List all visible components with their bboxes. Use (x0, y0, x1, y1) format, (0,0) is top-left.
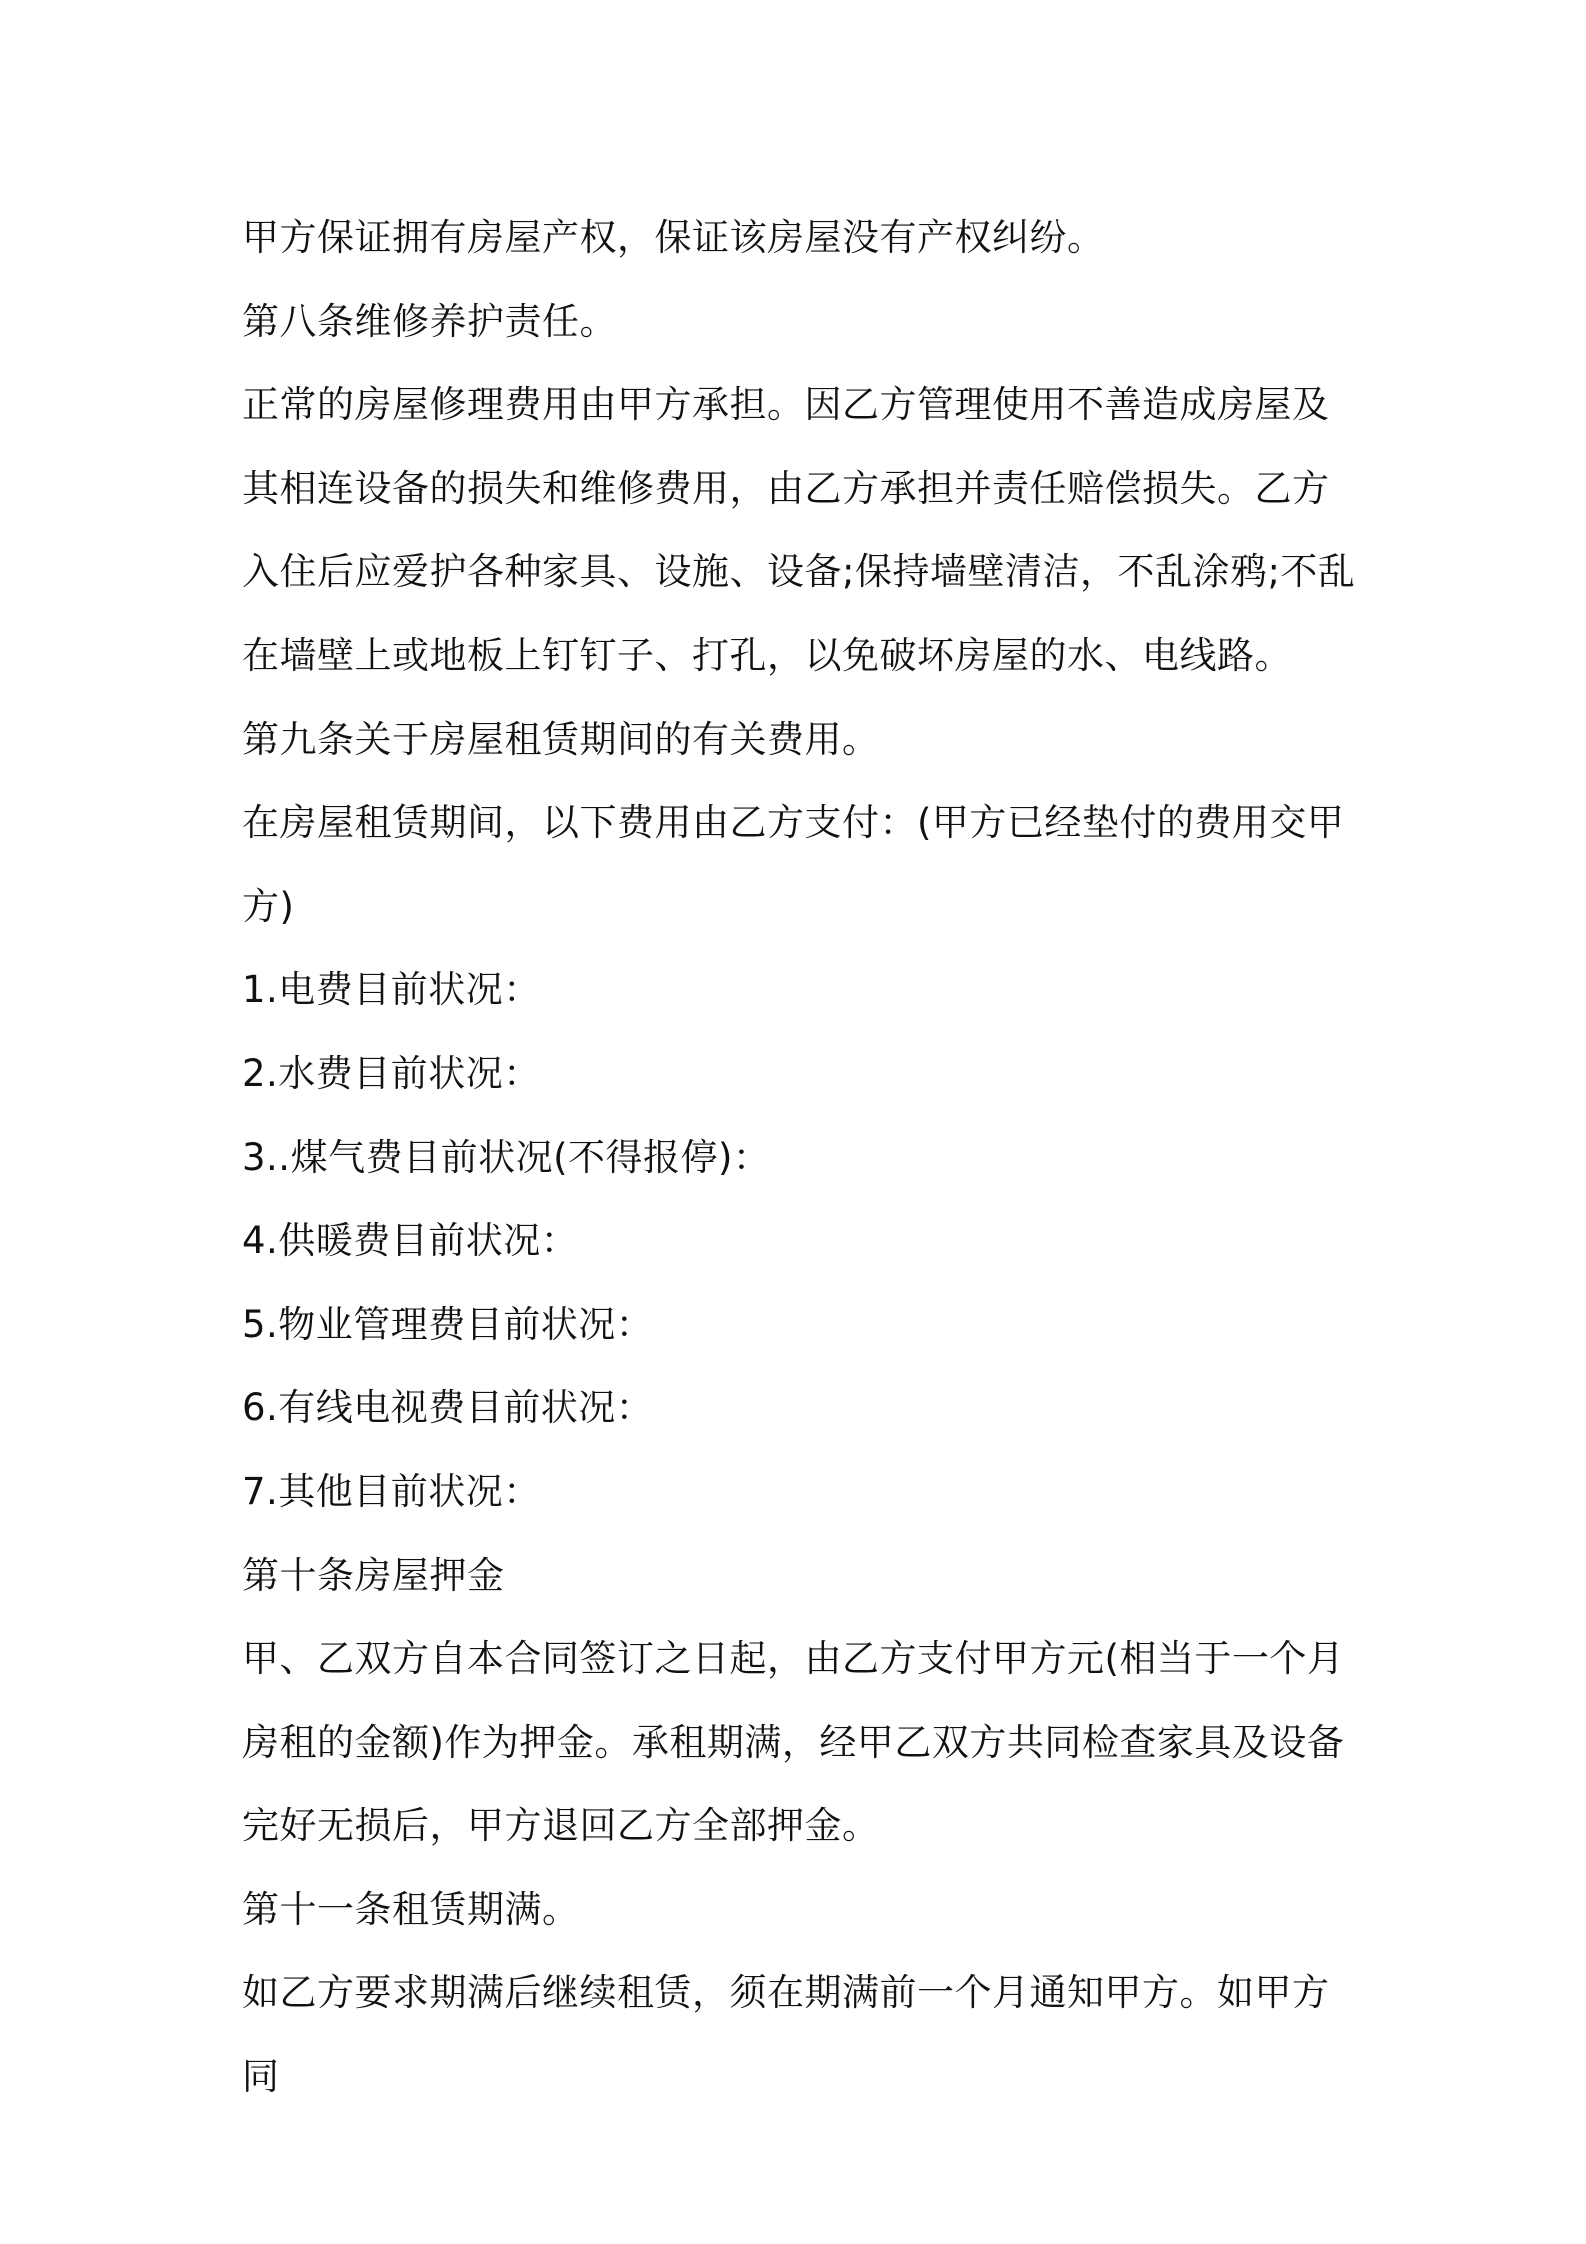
list-item-property-management: 5.物业管理费目前状况： (242, 1302, 654, 1346)
list-item-heating: 4.供暖费目前状况： (242, 1219, 579, 1263)
heading-article-9: 第九条关于房屋租赁期间的有关费用。 (242, 717, 880, 761)
paragraph-deposit: 甲、乙双方自本合同签订之日起，由乙方支付甲方元(相当于一个月房租的金额)作为押金。承租期满，经甲乙双方共同检查家具及设备完好无损后，甲方退回乙方全部押金。 (242, 1637, 1345, 1848)
paragraph-lease-expiry: 如乙方要求期满后继续租赁，须在期满前一个月通知甲方。如甲方同 (242, 1971, 1330, 2099)
list-item-electricity: 1.电费目前状况： (242, 968, 541, 1012)
heading-article-11: 第十一条租赁期满。 (242, 1887, 580, 1931)
list-item-other: 7.其他目前状况： (242, 1469, 541, 1513)
list-item-gas: 3..煤气费目前状况(不得报停)： (242, 1135, 771, 1179)
list-item-water: 2.水费目前状况： (242, 1051, 541, 1095)
heading-article-8: 第八条维修养护责任。 (242, 299, 617, 343)
paragraph-fees-intro: 在房屋租赁期间，以下费用由乙方支付：(甲方已经垫付的费用交甲方) (242, 801, 1345, 928)
list-item-cable-tv: 6.有线电视费目前状况： (242, 1386, 654, 1430)
document-body (242, 196, 1362, 2119)
paragraph-maintenance: 正常的房屋修理费用由甲方承担。因乙方管理使用不善造成房屋及其相连设备的损失和维修费用，由乙方承担并责任赔偿损失。乙方入住后应爱护各种家具、设施、设备;保持墙壁清洁，不乱涂鸦;不乱在墙壁上或地板上钉钉子、打孔，以免破坏房屋的水、电线路。 (242, 383, 1356, 677)
heading-article-10: 第十条房屋押金 (242, 1553, 505, 1597)
paragraph-ownership-guarantee: 甲方保证拥有房屋产权，保证该房屋没有产权纠纷。 (242, 216, 1105, 259)
